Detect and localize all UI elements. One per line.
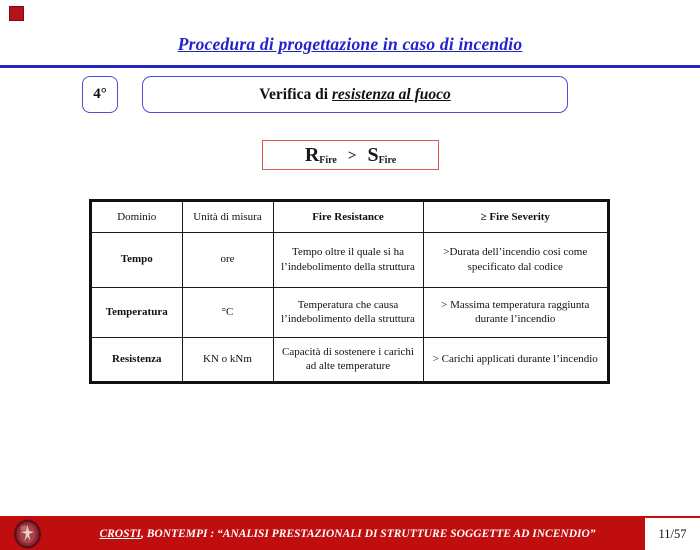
formula-lhs: R — [304, 143, 320, 166]
step-number: 4° — [93, 86, 107, 102]
table-cell-domain: Resistenza — [91, 337, 182, 382]
table-header-fire-severity: ≥ Fire Severity — [423, 201, 608, 232]
table-cell-domain: Temperatura — [91, 287, 182, 337]
table-cell-severity: > Carichi applicati durante l’incendio — [423, 337, 608, 382]
step-number-box — [82, 76, 118, 113]
table-header-unita: Unità di misura — [182, 201, 273, 232]
footer-author-crosti: CROSTI — [99, 528, 141, 540]
table-header-row — [91, 201, 608, 232]
table-cell-unit: ore — [182, 232, 273, 287]
fire-resistance-formula-box — [262, 140, 439, 170]
footer-reference-rest: , BONTEMPI : “ANALISI PRESTAZIONALI DI STRUTTURE SOGGETTE AD INCENDIO” — [141, 528, 596, 540]
table-cell-unit: °C — [182, 287, 273, 337]
table-cell-resistance: Temperatura che causa l’indebolimento della struttura — [273, 287, 423, 337]
page-number-box — [645, 518, 700, 550]
slide-title: Procedura di progettazione in caso di incendio — [177, 34, 523, 54]
table-header-dominio: Dominio — [91, 201, 182, 232]
step-title-emphasis: resistenza al fuoco — [331, 85, 451, 103]
title-divider — [0, 65, 700, 68]
table-row — [91, 232, 608, 287]
table-cell-severity: >Durata dell’incendio cosi come specificato dal codice — [423, 232, 608, 287]
step-title — [259, 86, 450, 104]
table-cell-resistance: Capacità di sostenere i carichi ad alte temperature — [273, 337, 423, 382]
page-number: 11/57 — [658, 526, 687, 541]
table-cell-severity: > Massima temperatura raggiunta durante l’incendio — [423, 287, 608, 337]
formula-rhs: S — [367, 143, 379, 166]
formula-rhs-subscript: Fire — [378, 154, 397, 166]
table-header-fire-resistance: Fire Resistance — [273, 201, 423, 232]
table-cell-resistance: Tempo oltre il quale si ha l’indebolimento della struttura — [273, 232, 423, 287]
step-title-prefix: Verifica di — [259, 85, 332, 103]
table-cell-domain: Tempo — [91, 232, 182, 287]
footer-reference — [55, 518, 640, 550]
table-cell-unit: KN o kNm — [182, 337, 273, 382]
corner-accent-square — [9, 6, 24, 21]
formula-operator: > — [347, 147, 357, 164]
table-row — [91, 287, 608, 337]
university-logo-icon — [13, 519, 42, 549]
formula — [305, 144, 396, 167]
formula-lhs-subscript: Fire — [319, 154, 337, 166]
table-row — [91, 337, 608, 382]
fire-domain-table — [90, 200, 609, 383]
step-title-box — [142, 76, 568, 113]
